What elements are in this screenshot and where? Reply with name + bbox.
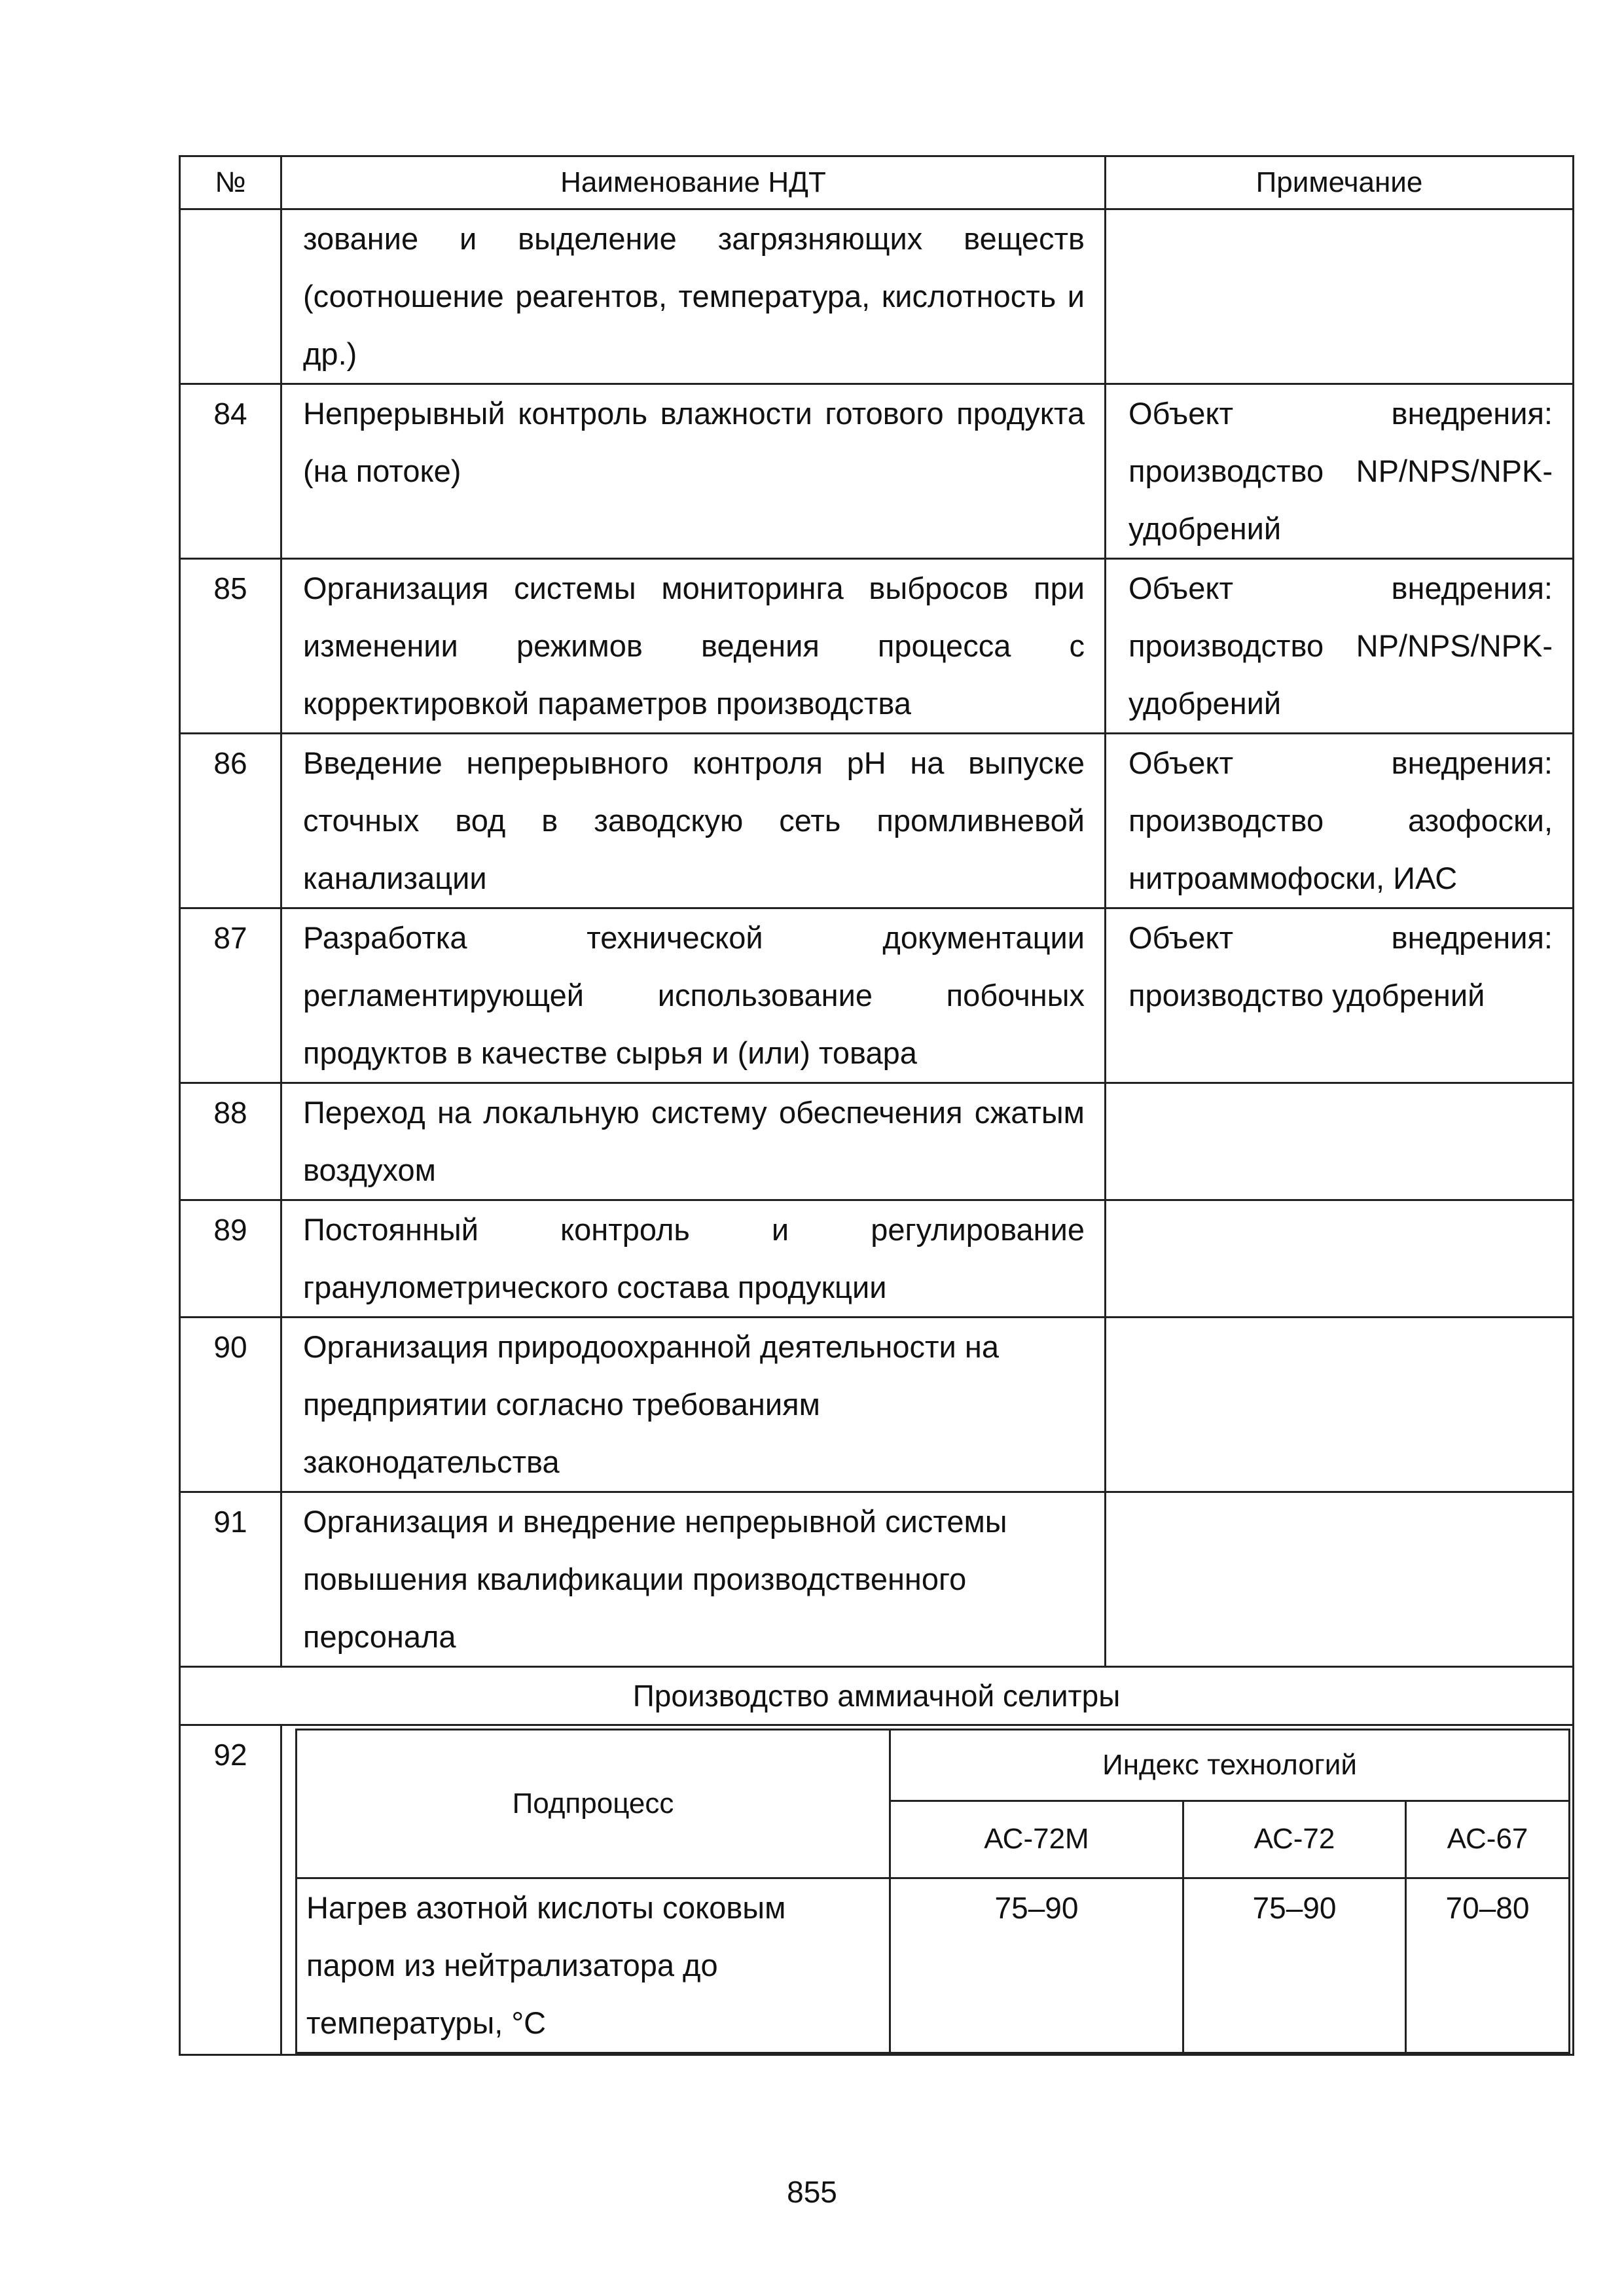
table-row bbox=[180, 734, 1574, 908]
row-name: Непрерывный контроль влажности готового продукта (на потоке) bbox=[281, 384, 1106, 559]
row-number: 92 bbox=[180, 1725, 281, 2055]
tech-code: АС-72М bbox=[890, 1801, 1183, 1878]
header-name: Наименование НДТ bbox=[281, 156, 1106, 209]
row-note: Объект внедрения: производство NP/NPS/NPK-удобрений bbox=[1106, 559, 1574, 734]
row-number: 84 bbox=[180, 384, 281, 559]
section-title: Производство аммиачной селитры bbox=[180, 1667, 1574, 1725]
ndt-table bbox=[179, 155, 1574, 2056]
row-note: Объект внедрения: производство удобрений bbox=[1106, 908, 1574, 1083]
table-row bbox=[180, 384, 1574, 559]
row-number: 89 bbox=[180, 1200, 281, 1318]
row-name: Переход на локальную систему обеспечения сжатым воздухом bbox=[281, 1083, 1106, 1200]
row-note bbox=[1106, 1318, 1574, 1492]
table-header-row bbox=[180, 156, 1574, 209]
row-note bbox=[1106, 1200, 1574, 1318]
row-note bbox=[1106, 1492, 1574, 1667]
tech-value: 70–80 bbox=[1406, 1878, 1570, 2053]
row-number: 85 bbox=[180, 559, 281, 734]
row-name: Постоянный контроль и регулирование гранулометрического состава продукции bbox=[281, 1200, 1106, 1318]
row-number bbox=[180, 209, 281, 384]
table-row bbox=[180, 908, 1574, 1083]
table-row bbox=[180, 1318, 1574, 1492]
section-row bbox=[180, 1667, 1574, 1725]
tech-value: 75–90 bbox=[890, 1878, 1183, 2053]
row-name: зование и выделение загрязняющих веществ (соотношение реагентов, температура, кислотность и др.) bbox=[281, 209, 1106, 384]
table-row bbox=[180, 1200, 1574, 1318]
subprocess-header: Подпроцесс bbox=[297, 1730, 890, 1878]
row-note: Объект внедрения: производство NP/NPS/NPK-удобрений bbox=[1106, 384, 1574, 559]
row-name: Организация системы мониторинга выбросов при изменении режимов ведения процесса с корректировкой параметров производства bbox=[281, 559, 1106, 734]
table-row bbox=[180, 559, 1574, 734]
row-name: Разработка технической документации регламентирующей использование побочных продуктов в качестве сырья и (или) товара bbox=[281, 908, 1106, 1083]
table-row bbox=[180, 1083, 1574, 1200]
row-number: 90 bbox=[180, 1318, 281, 1492]
row-name: Организация природоохранной деятельности на предприятии согласно требованиям законодательства bbox=[281, 1318, 1106, 1492]
row-number: 88 bbox=[180, 1083, 281, 1200]
subprocess-name: Нагрев азотной кислоты соковым паром из нейтрализатора до температуры, °C bbox=[297, 1878, 890, 2053]
tech-code: АС-72 bbox=[1183, 1801, 1406, 1878]
inner-technology-table bbox=[295, 1729, 1570, 2054]
row-92-content bbox=[281, 1725, 1574, 2055]
page-number: 855 bbox=[787, 2175, 837, 2209]
row-number: 86 bbox=[180, 734, 281, 908]
row-name: Организация и внедрение непрерывной системы повышения квалификации производственного персонала bbox=[281, 1492, 1106, 1667]
row-note bbox=[1106, 209, 1574, 384]
row-note bbox=[1106, 1083, 1574, 1200]
header-note: Примечание bbox=[1106, 156, 1574, 209]
tech-code: АС-67 bbox=[1406, 1801, 1570, 1878]
index-header: Индекс технологий bbox=[890, 1730, 1570, 1801]
table-row bbox=[180, 209, 1574, 384]
row-number: 87 bbox=[180, 908, 281, 1083]
table-row-92 bbox=[180, 1725, 1574, 2055]
table-row bbox=[180, 1492, 1574, 1667]
row-note: Объект внедрения: производство азофоски, нитроаммофоски, ИАС bbox=[1106, 734, 1574, 908]
row-number: 91 bbox=[180, 1492, 281, 1667]
tech-value: 75–90 bbox=[1183, 1878, 1406, 2053]
header-number: № bbox=[180, 156, 281, 209]
row-name: Введение непрерывного контроля pH на выпуске сточных вод в заводскую сеть промливневой канализации bbox=[281, 734, 1106, 908]
